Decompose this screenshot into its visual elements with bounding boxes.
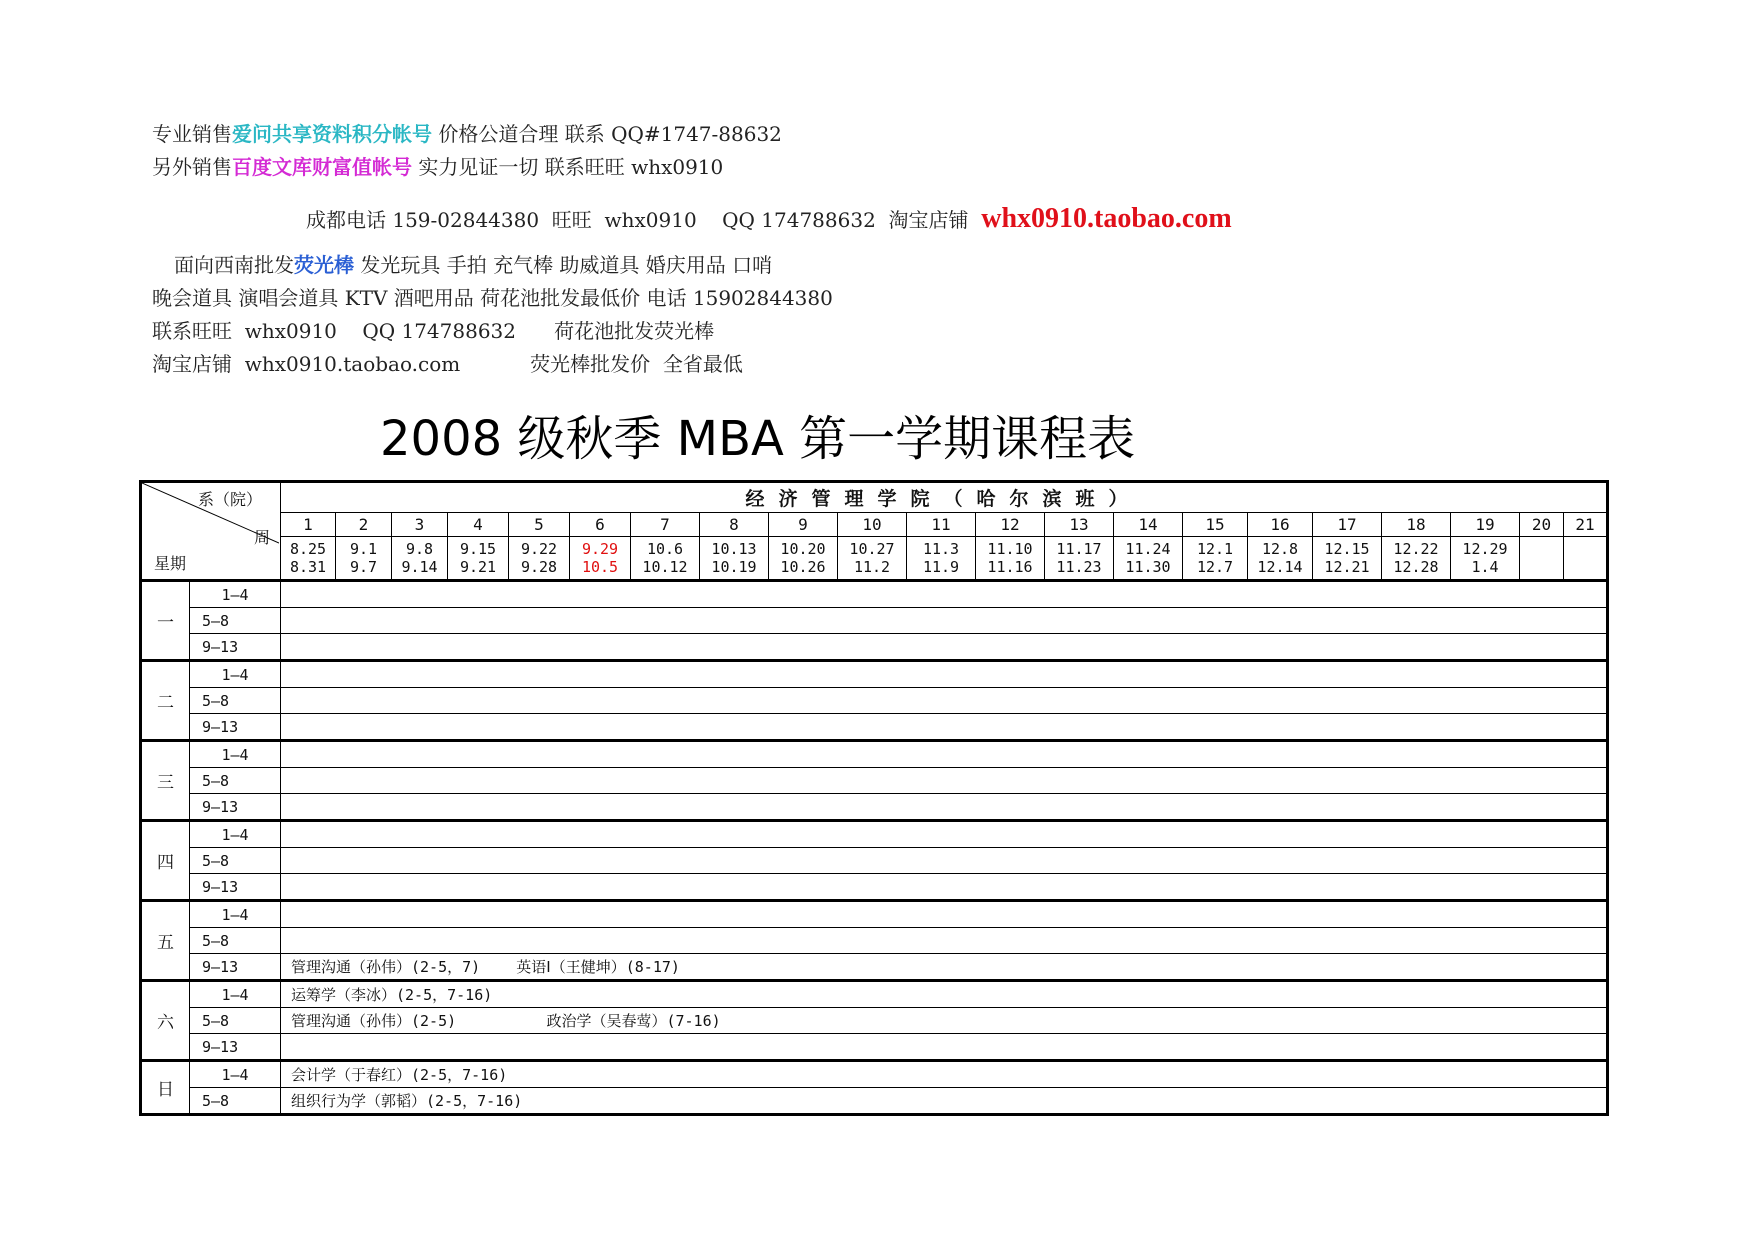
period-label: 1—4 [190,1061,281,1088]
schedule-row [141,848,1608,874]
week-date-range [448,537,509,581]
week-number: 21 [1564,513,1608,537]
period-label: 5—8 [190,1008,281,1034]
schedule-table [139,480,1609,1116]
date-end: 10.5 [581,558,619,577]
schedule-row [141,608,1608,634]
ad-line-1-highlight: 爱问共享资料积分帐号 [232,122,432,146]
week-date-range [769,537,838,581]
period-label: 9—13 [190,634,281,661]
period-label: 1—4 [190,581,281,608]
schedule-row [141,661,1608,688]
ad-line-1-a: 专业销售 [152,122,232,146]
week-number: 10 [838,513,907,537]
date-start: 12.29 [1462,540,1508,559]
week-date-range [1451,537,1520,581]
schedule-row [141,1061,1608,1088]
weekday-label: 三 [141,741,190,821]
course-cell [281,874,1608,901]
ad-line-1-c: 价格公道合理 联系 QQ#1747-88632 [432,122,782,146]
course-cell: 会计学（于春红）(2-5，7-16) [281,1061,1608,1088]
date-start: 12.1 [1196,540,1234,559]
date-start: 9.8 [405,540,434,559]
ad-line-7: 淘宝店铺 whx0910.taobao.com 荧光棒批发价 全省最低 [152,352,743,376]
weekday-label: 四 [141,821,190,901]
schedule-row [141,714,1608,741]
date-start: 12.8 [1261,540,1299,559]
course-cell [281,688,1608,714]
course-cell [281,661,1608,688]
week-number: 19 [1451,513,1520,537]
date-range-row [141,537,1608,581]
course-cell [281,928,1608,954]
date-end: 12.14 [1257,558,1303,577]
ad-line-2 [152,154,723,180]
ad-line-3-shop-link[interactable]: whx0910.taobao.com [981,203,1232,234]
week-number: 5 [509,513,570,537]
date-end: 11.2 [853,558,891,577]
week-number: 2 [336,513,392,537]
week-date-range [1564,537,1608,581]
date-end: 11.9 [922,558,960,577]
schedule-row [141,794,1608,821]
week-number: 20 [1520,513,1564,537]
date-end: 11.30 [1125,558,1171,577]
course-cell [281,581,1608,608]
schedule-row [141,688,1608,714]
schedule-row [141,768,1608,794]
schedule-row [141,981,1608,1008]
week-date-range [336,537,392,581]
week-date-range [392,537,448,581]
period-label: 9—13 [190,1034,281,1061]
weekday-label: 二 [141,661,190,741]
schedule-row [141,928,1608,954]
period-label: 1—4 [190,901,281,928]
week-number: 16 [1248,513,1313,537]
schedule-row [141,741,1608,768]
weekday-label: 六 [141,981,190,1061]
date-start: 12.22 [1393,540,1439,559]
schedule-row [141,874,1608,901]
date-start: 9.15 [459,540,497,559]
date-start: 8.25 [289,540,327,559]
week-date-range [570,537,631,581]
schedule-row [141,634,1608,661]
schedule-row [141,1034,1608,1061]
week-number: 12 [976,513,1045,537]
week-date-range [1183,537,1248,581]
date-end: 1.4 [1471,558,1499,577]
school-header: 经济管理学院（哈尔滨班） [281,482,1608,513]
week-number: 1 [281,513,336,537]
week-date-range [509,537,570,581]
week-number: 11 [907,513,976,537]
period-label: 9—13 [190,954,281,981]
course-cell [281,794,1608,821]
date-start: 11.24 [1125,540,1171,559]
weekday-label: 一 [141,581,190,661]
course-cell: 管理沟通（孙伟）(2-5) 政治学（吴春莺）(7-16) [281,1008,1608,1034]
ad-line-1 [152,121,782,147]
weekday-label: 日 [141,1061,190,1115]
date-start: 10.6 [646,540,684,559]
week-date-range [907,537,976,581]
ad-line-4 [174,252,772,278]
date-end: 9.7 [349,558,378,577]
date-start: 9.29 [581,540,619,559]
ad-line-4-highlight: 荧光棒 [294,253,354,277]
page-title: 2008 级秋季 MBA 第一学期课程表 [380,411,1136,467]
date-end: 11.16 [987,558,1033,577]
period-label: 5—8 [190,848,281,874]
week-date-range [1248,537,1313,581]
period-label: 5—8 [190,1088,281,1115]
date-end: 10.12 [642,558,688,577]
ad-line-2-c: 实力见证一切 联系旺旺 whx0910 [412,155,724,179]
ad-line-2-highlight: 百度文库财富值帐号 [232,155,412,179]
weekday-label: 五 [141,901,190,981]
week-date-range [700,537,769,581]
week-number: 7 [631,513,700,537]
ad-line-3-a: 成都电话 159-02844380 旺旺 whx0910 QQ 174788632 淘宝店铺 [306,208,982,232]
course-cell [281,821,1608,848]
date-start: 11.10 [987,540,1033,559]
schedule-row [141,581,1608,608]
period-label: 1—4 [190,821,281,848]
course-cell: 运筹学（李冰）(2-5，7-16) [281,981,1608,1008]
period-label: 9—13 [190,794,281,821]
ad-line-6: 联系旺旺 whx0910 QQ 174788632 荷花池批发荧光棒 [152,319,715,343]
date-start: 10.20 [780,540,826,559]
schedule-body [141,581,1608,1115]
schedule-row [141,821,1608,848]
week-date-range [1045,537,1114,581]
course-cell: 管理沟通（孙伟）(2-5，7) 英语Ⅰ（王健坤）(8-17) [281,954,1608,981]
week-number: 18 [1382,513,1451,537]
week-number: 17 [1313,513,1382,537]
course-cell [281,741,1608,768]
schedule-row [141,1088,1608,1115]
date-start: 9.1 [349,540,378,559]
week-date-range [281,537,336,581]
period-label: 1—4 [190,741,281,768]
schedule-row [141,954,1608,981]
week-date-range [1520,537,1564,581]
course-cell [281,608,1608,634]
table-corner-header [141,482,281,581]
week-date-range [838,537,907,581]
date-end: 10.19 [711,558,757,577]
week-number: 8 [700,513,769,537]
week-number: 14 [1114,513,1183,537]
course-cell [281,848,1608,874]
week-date-range [976,537,1045,581]
date-start: 11.3 [922,540,960,559]
course-cell [281,901,1608,928]
course-cell: 组织行为学（郭韬）(2-5，7-16) [281,1088,1608,1115]
period-label: 9—13 [190,714,281,741]
date-end: 9.28 [520,558,558,577]
date-end: 9.14 [401,558,438,577]
week-number: 9 [769,513,838,537]
corner-label-week: 周 [253,528,270,547]
ad-line-3 [306,203,1232,234]
week-number: 13 [1045,513,1114,537]
date-end: 11.23 [1056,558,1102,577]
ad-line-4-a: 面向西南批发 [174,253,294,277]
week-number: 3 [392,513,448,537]
week-date-range [631,537,700,581]
ad-line-2-a: 另外销售 [152,155,232,179]
date-end: 12.28 [1393,558,1439,577]
corner-label-department: 系（院） [198,490,263,509]
period-label: 5—8 [190,608,281,634]
period-label: 5—8 [190,768,281,794]
date-start: 9.22 [520,540,558,559]
week-date-range [1313,537,1382,581]
period-label: 5—8 [190,688,281,714]
date-start: 12.15 [1324,540,1370,559]
date-start: 10.13 [711,540,757,559]
period-label: 1—4 [190,981,281,1008]
period-label: 1—4 [190,661,281,688]
date-start: 10.27 [849,540,895,559]
date-end: 8.31 [289,558,327,577]
course-cell [281,768,1608,794]
ad-line-5: 晚会道具 演唱会道具 KTV 酒吧用品 荷花池批发最低价 电话 15902844380 [152,286,833,310]
week-date-range [1114,537,1183,581]
week-date-range [1382,537,1451,581]
corner-label-weekday: 星期 [154,554,187,573]
period-label: 5—8 [190,928,281,954]
date-end: 9.21 [459,558,497,577]
week-number: 4 [448,513,509,537]
schedule-row [141,901,1608,928]
date-start: 11.17 [1056,540,1102,559]
course-cell [281,634,1608,661]
schedule-row [141,1008,1608,1034]
week-number: 6 [570,513,631,537]
period-label: 9—13 [190,874,281,901]
week-number-row [141,513,1608,537]
week-number: 15 [1183,513,1248,537]
date-end: 10.26 [780,558,826,577]
ad-line-4-c: 发光玩具 手拍 充气棒 助威道具 婚庆用品 口哨 [354,253,773,277]
date-end: 12.7 [1196,558,1234,577]
course-cell [281,714,1608,741]
course-cell [281,1034,1608,1061]
date-end: 12.21 [1324,558,1370,577]
